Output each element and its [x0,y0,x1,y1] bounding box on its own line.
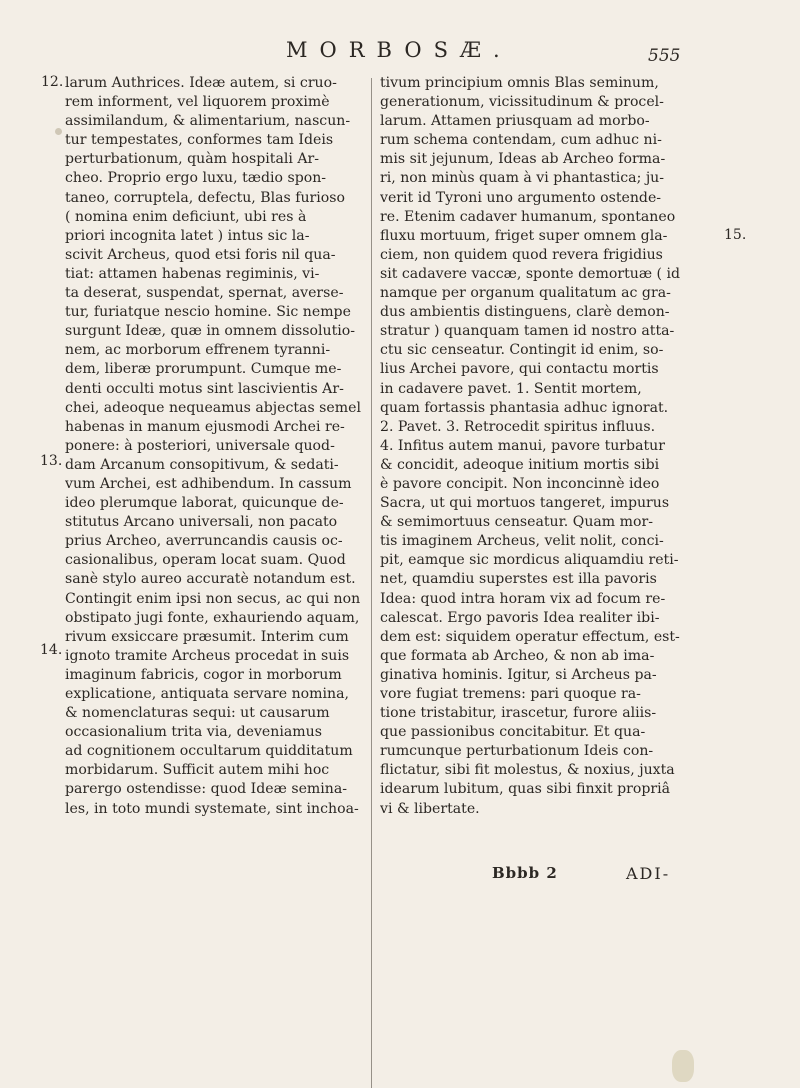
text-line: rem informent, vel liquorem proximè [65,94,330,111]
text-line: ad cognitionem occultarum quidditatum [65,743,353,760]
text-line: & semimortuus censeatur. Quam mor- [380,514,653,531]
text-line: ideo plerumque laborat, quicunque de- [65,495,344,512]
text-line: tis imaginem Archeus, velit nolit, conci- [380,533,664,550]
text-line: surgunt Ideæ, quæ in omnem dissolutio- [65,323,355,340]
text-line: larum. Attamen priusquam ad morbo- [380,113,650,130]
text-line: casionalibus, operam locat suam. Quod [65,552,346,569]
margin-number-14: 14. [40,642,63,658]
text-line: perturbationum, quàm hospitali Ar- [65,151,320,168]
text-line: morbidarum. Sufficit autem mihi hoc [65,762,330,779]
running-title: MORBOSÆ. [286,38,512,62]
signature-mark: Bbbb 2 [492,864,558,882]
text-line: lius Archei pavore, qui contactu mortis [380,361,659,378]
text-line: scivit Archeus, quod etsi foris nil qua- [65,246,336,263]
text-line: tur, furiatque nescio homine. Sic nempe [65,304,351,321]
text-line: 4. Infitus autem manui, pavore turbatur [380,437,665,454]
text-line: tiat: attamen habenas regiminis, vi- [65,265,320,282]
page-number: 555 [648,46,681,66]
text-line: & nomenclaturas sequi: ut causarum [65,705,330,722]
text-line: stitutus Arcano universali, non pacato [65,514,338,531]
text-line: in cadavere pavet. 1. Sentit mortem, [380,380,642,397]
text-line: Idea: quod intra horam vix ad focum re- [380,590,666,607]
text-line: priori incognita latet ) intus sic la- [65,227,310,244]
text-line: ( nomina enim deficiunt, ubi res à [65,208,307,225]
paper-speck [55,128,62,135]
text-line: sanè stylo aureo accuratè notandum est. [65,571,356,588]
text-line: re. Etenim cadaver humanum, spontaneo [380,208,676,225]
text-line: mis sit jejunum, Ideas ab Archeo forma- [380,151,666,168]
text-line: tione tristabitur, irascetur, furore aliis- [380,705,657,722]
text-line: denti occulti motus sint lascivientis Ar- [65,380,344,397]
text-line: net, quamdiu superstes est illa pavoris [380,571,657,588]
text-line: & concidit, adeoque initium mortis sibi [380,456,660,473]
text-line: quam fortassis phantasia adhuc ignorat. [380,399,669,416]
catchword: ADI- [626,864,671,883]
text-line: 2. Pavet. 3. Retrocedit spiritus influus. [380,418,656,435]
text-line: ginativa hominis. Igitur, si Archeus pa- [380,666,657,683]
text-line: stratur ) quanquam tamen id nostro atta- [380,323,675,340]
margin-number-15: 15. [724,227,747,243]
text-line: imaginum fabricis, cogor in morborum [65,666,342,683]
text-line: Contingit enim ipsi non secus, ac qui non [65,590,361,607]
text-line: flictatur, sibi fit molestus, & noxius, juxta [380,762,675,779]
text-line: vore fugiat tremens: pari quoque ra- [380,686,641,702]
text-line: nem, ac morborum effrenem tyranni- [65,342,331,359]
text-line: ignoto tramite Archeus procedat in suis [65,647,350,664]
text-line: dem, liberæ prorumpunt. Cumque me- [65,361,342,378]
text-line: obstipato jugi fonte, exhauriendo aquam, [65,609,360,626]
text-line: calescat. Ergo pavoris Idea realiter ibi- [380,609,660,626]
text-line: habenas in manum ejusmodi Archei re- [65,418,345,435]
text-line: pit, eamque sic mordicus aliquamdiu reti- [380,552,679,569]
column-divider [371,78,372,1088]
text-line: Sacra, ut qui mortuos tangeret, impurus [380,495,670,512]
text-line: fluxu mortuum, friget super omnem gla- [380,227,668,244]
text-line: vi & libertate. [380,800,480,817]
text-line: è pavore concipit. Non inconcinnè ideo [380,475,660,492]
text-line: dus ambientis distinguens, clarè demon- [380,304,670,321]
left-text-column [65,74,367,819]
text-line: cheo. Proprio ergo luxu, tædio spon- [65,170,327,187]
text-line: namque per organum qualitatum ac gra- [380,285,671,302]
text-line: vum Archei, est adhibendum. In cassum [65,475,352,492]
text-line: dem est: siquidem operatur effectum, est- [380,628,680,645]
text-line: ta deserat, suspendat, spernat, averse- [65,285,344,302]
text-line: les, in toto mundi systemate, sint inchoa- [65,800,359,817]
text-line: occasionalium trita via, deveniamus [65,724,322,741]
text-line: explicatione, antiquata servare nomina, [65,686,349,702]
right-text-column [380,74,718,819]
text-line: rum schema contendam, cum adhuc ni- [380,132,662,149]
text-line: ctu sic censeatur. Contingit id enim, so- [380,342,664,359]
text-line: parergo ostendisse: quod Ideæ semina- [65,781,348,798]
text-line: rivum exsiccare præsumit. Interim cum [65,628,349,645]
text-line: taneo, corruptela, defectu, Blas furioso [65,189,345,206]
text-line: larum Authrices. Ideæ autem, si cruo- [65,75,337,91]
text-line: que passionibus concitabitur. Et qua- [380,724,646,741]
text-line: verit id Tyroni uno argumento ostende- [380,189,662,206]
text-line: ri, non minùs quam à vi phantastica; ju- [380,170,665,187]
text-line: generationum, vicissitudinum & procel- [380,94,664,111]
text-line: rumcunque perturbationum Ideis con- [380,743,654,760]
text-line: idearum lubitum, quas sibi finxit propriâ [380,781,671,798]
text-line: tur tempestates, conformes tam Ideis [65,132,334,149]
text-line: assimilandum, & alimentarium, nascun- [65,113,351,130]
text-line: prius Archeo, averruncandis causis oc- [65,533,343,550]
text-line: que formata ab Archeo, & non ab ima- [380,647,655,664]
margin-number-13: 13. [40,453,63,469]
text-line: tivum principium omnis Blas seminum, [380,75,659,91]
text-line: dam Arcanum consopitivum, & sedati- [65,456,339,473]
paper-stain [672,1050,694,1082]
margin-number-12: 12. [41,74,64,90]
text-line: chei, adeoque nequeamus abjectas semel [65,399,361,416]
text-line: sit cadavere vaccæ, sponte demortuæ ( id [380,265,681,282]
text-line: ciem, non quidem quod revera frigidius [380,246,663,263]
text-line: ponere: à posteriori, universale quod- [65,437,335,454]
